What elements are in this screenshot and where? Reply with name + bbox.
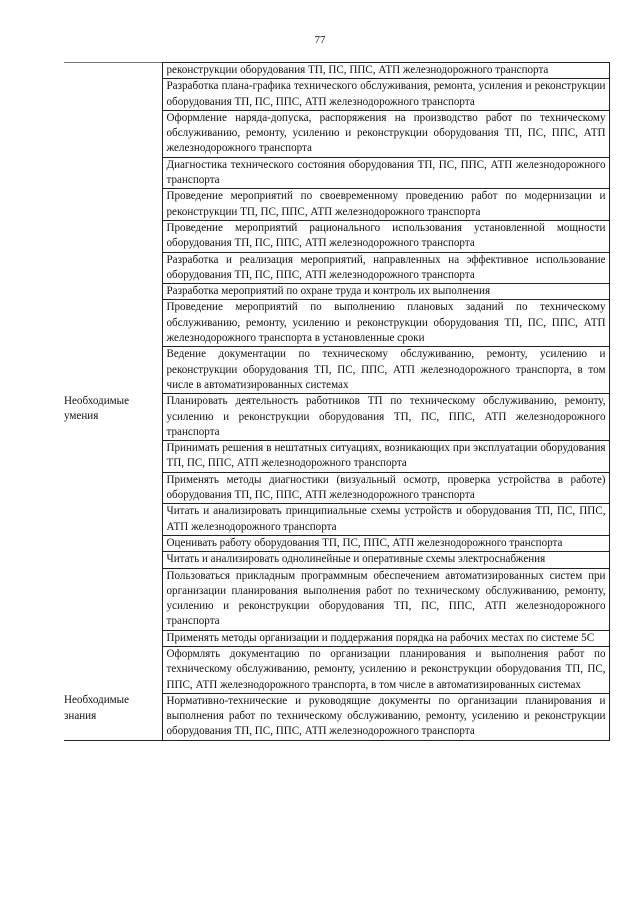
requirement-text: Проведение мероприятий по выполнению плановых заданий по техническому обслуживанию, ремонту, усилению и реконструкции оборудования ТП, ПС, ППС, АТП железнодорожного транспорта в установленные сроки [162, 300, 609, 347]
requirement-text: Оценивать работу оборудования ТП, ПС, ППС, АТП железнодорожного транспорта [162, 535, 609, 551]
table-row [64, 693, 609, 740]
category-cell-continued [64, 63, 162, 394]
requirements-table [64, 62, 610, 741]
table-row [64, 394, 609, 441]
requirement-text: Ведение документации по техническому обслуживанию, ремонту, усилению и реконструкции оборудования ТП, ПС, ППС, АТП железнодорожного транспорта, в том числе в автоматизированных системах [162, 347, 609, 394]
requirement-text: Разработка и реализация мероприятий, направленных на эффективное использование оборудования ТП, ПС, ППС, АТП железнодорожного транспорта [162, 252, 609, 284]
requirement-text: Проведение мероприятий по своевременному проведению работ по модернизации и реконструкции ТП, ПС, ППС, АТП железнодорожного транспорта [162, 189, 609, 221]
requirement-text: Читать и анализировать однолинейные и оперативные схемы электроснабжения [162, 552, 609, 568]
requirement-text: Применять методы диагностики (визуальный осмотр, проверка устройства в работе) оборудования ТП, ПС, ППС, АТП железнодорожного транспорта [162, 472, 609, 504]
requirement-text: Проведение мероприятий рационального использования установленной мощности оборудования ТП, ПС, ППС, АТП железнодорожного транспорта [162, 220, 609, 252]
category-label: Необходимые умения [64, 394, 130, 423]
requirement-text: Разработка плана-графика технического обслуживания, ремонта, усиления и реконструкции оборудования ТП, ПС, ППС, АТП железнодорожного транспорта [162, 79, 609, 111]
requirement-text: Принимать решения в нештатных ситуациях, возникающих при эксплуатации оборудования ТП, ПС, ППС, АТП железнодорожного транспорта [162, 441, 609, 473]
category-cell-skills [64, 394, 162, 694]
requirement-text: Диагностика технического состояния оборудования ТП, ПС, ППС, АТП железнодорожного транспорта [162, 157, 609, 189]
requirement-text: Оформление наряда-допуска, распоряжения на производство работ по техническому обслуживанию, ремонту, усилению и реконструкции оборудования ТП, ПС, ППС, АТП железнодорожного транспорта [162, 110, 609, 157]
page-number: 77 [314, 34, 326, 46]
requirement-text: Оформлять документацию по организации планирования и выполнения работ по техническому обслуживанию, ремонту, усилению и реконструкции оборудования ТП, ПС, ППС, АТП железнодорожного транспорта, в том числе в автоматизированных системах [162, 646, 609, 693]
requirement-text: реконструкции оборудования ТП, ПС, ППС, АТП железнодорожного транспорта [162, 63, 609, 79]
requirement-text: Разработка мероприятий по охране труда и контроль их выполнения [162, 284, 609, 300]
requirement-text: Планировать деятельность работников ТП по техническому обслуживанию, ремонту, усилению и реконструкции оборудования ТП, ПС, ППС, АТП железнодорожного транспорта [162, 394, 609, 441]
requirement-text: Применять методы организации и поддержания порядка на рабочих местах по системе 5С [162, 630, 609, 646]
requirement-text: Нормативно-технические и руководящие документы по организации планирования и выполнения работ по техническому обслуживанию, ремонту, усилению и реконструкции оборудования ТП, ПС, ППС, АТП железнодорожного транспорта [162, 693, 609, 740]
table-row [64, 63, 609, 79]
category-cell-knowledge [64, 693, 162, 740]
requirement-text: Пользоваться прикладным программным обеспечением автоматизированных систем при организации планирования выполнения работ по техническому обслуживанию, ремонту, усилению и реконструкции оборудования ТП, ПС, ППС, АТП железнодорожного транспорта [162, 568, 609, 630]
requirement-text: Читать и анализировать принципиальные схемы устройств и оборудования ТП, ПС, ППС, АТП железнодорожного транспорта [162, 504, 609, 536]
category-label: Необходимые знания [64, 694, 130, 722]
